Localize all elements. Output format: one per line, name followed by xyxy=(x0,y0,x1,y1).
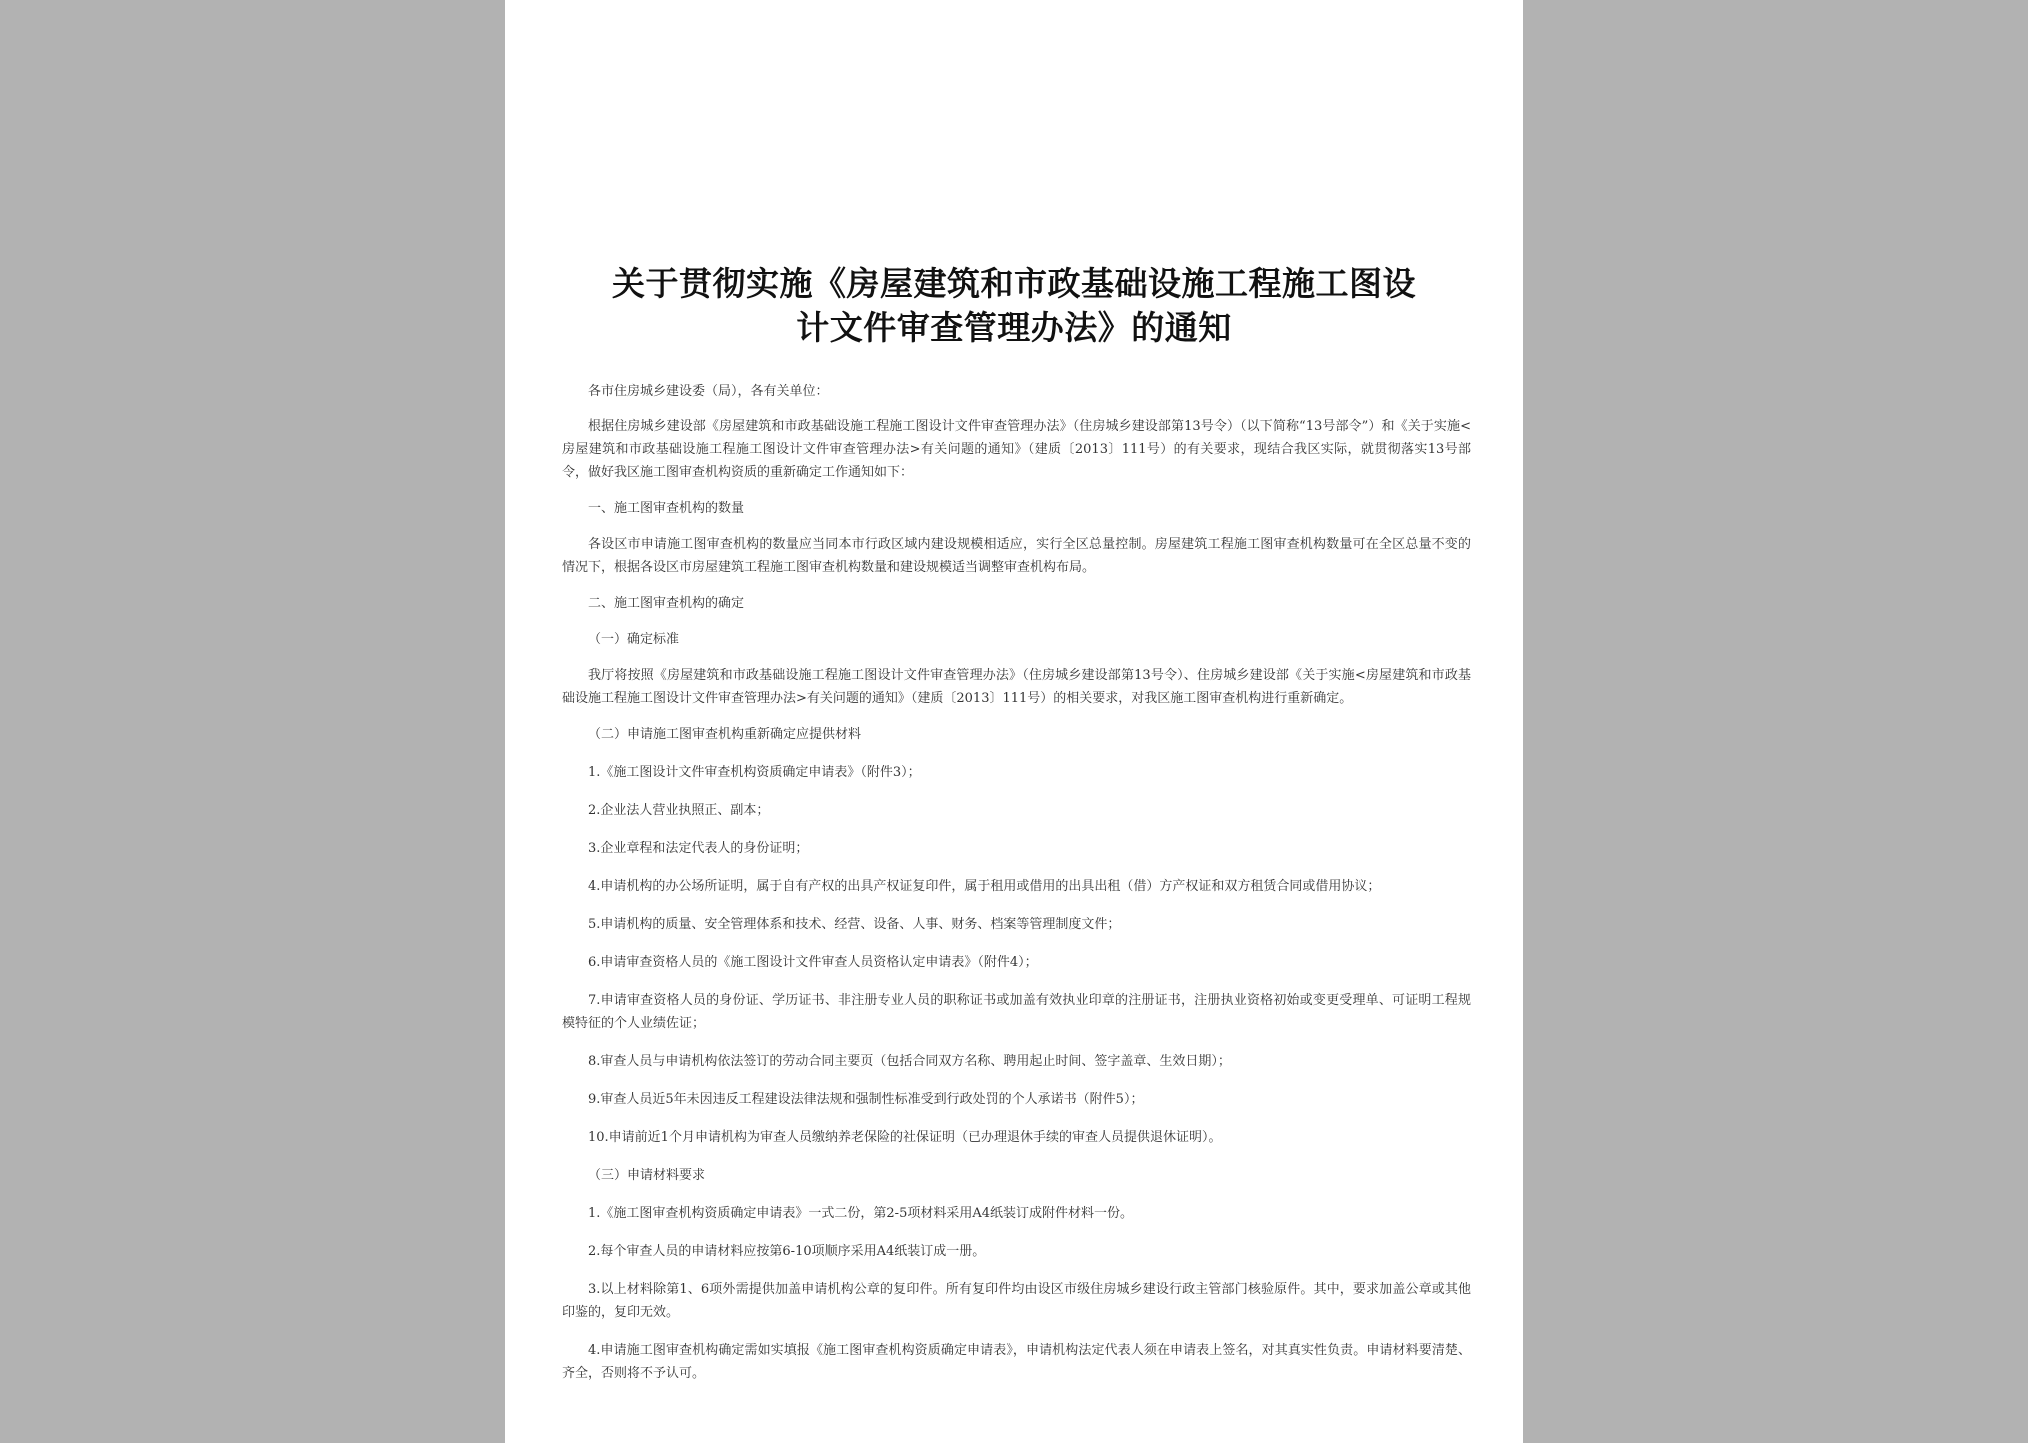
list-item: 8.审查人员与申请机构依法签订的劳动合同主要页（包括合同双方名称、聘用起止时间、签字盖章、生效日期）； xyxy=(588,1054,1231,1069)
subsection-heading-3: （三）申请材料要求 xyxy=(588,1168,706,1183)
document-title xyxy=(565,262,1463,350)
salutation: 各市住房城乡建设委（局），各有关单位： xyxy=(588,384,829,399)
title-line-1: 关于贯彻实施《房屋建筑和市政基础设施工程施工图设 xyxy=(612,264,1416,303)
list-item: 3.企业章程和法定代表人的身份证明； xyxy=(588,841,809,856)
title-line-2: 计文件审查管理办法》的通知 xyxy=(796,308,1232,347)
list-item: 2.每个审查人员的申请材料应按第6-10项顺序采用A4纸装订成一册。 xyxy=(588,1244,986,1259)
document-page xyxy=(505,0,1523,1443)
list-item: 1.《施工图审查机构资质确定申请表》一式二份，第2-5项材料采用A4纸装订成附件材料一份。 xyxy=(588,1206,1133,1221)
subsection-heading-1: （一）确定标准 xyxy=(588,632,680,647)
list-item: 3.以上材料除第1、6项外需提供加盖申请机构公章的复印件。所有复印件均由设区市级住房城乡建设行政主管部门核验原件。其中，要求加盖公章或其他印鉴的，复印无效。 xyxy=(562,1282,1471,1320)
document-body xyxy=(562,380,1471,1385)
list-item: 4.申请施工图审查机构确定需如实填报《施工图审查机构资质确定申请表》，申请机构法定代表人须在申请表上签名，对其真实性负责。申请材料要清楚、齐全，否则将不予认可。 xyxy=(562,1343,1471,1381)
list-item: 6.申请审查资格人员的《施工图设计文件审查人员资格认定申请表》（附件4）； xyxy=(588,955,1038,970)
paragraph-intro: 根据住房城乡建设部《房屋建筑和市政基础设施工程施工图设计文件审查管理办法》（住房城乡建设部第13号令）（以下简称“13号部令”）和《关于实施<房屋建筑和市政基础设施工程施工图设计文件审查管理办法>有关问题的通知》（建质〔2013〕111号）的有关要求，现结合我区实际，就贯彻落实13号部令，做好我区施工图审查机构资质的重新确定工作通知如下： xyxy=(562,419,1471,480)
list-item: 10.申请前近1个月申请机构为审查人员缴纳养老保险的社保证明（已办理退休手续的审查人员提供退休证明）。 xyxy=(588,1130,1222,1145)
list-item: 4.申请机构的办公场所证明，属于自有产权的出具产权证复印件，属于租用或借用的出具出租（借）方产权证和双方租赁合同或借用协议； xyxy=(588,879,1381,894)
paragraph-standard: 我厅将按照《房屋建筑和市政基础设施工程施工图设计文件审查管理办法》（住房城乡建设部第13号令）、住房城乡建设部《关于实施<房屋建筑和市政基础设施工程施工图设计文件审查管理办法>有关问题的通知》（建质〔2013〕111号）的相关要求，对我区施工图审查机构进行重新确定。 xyxy=(562,668,1471,706)
list-item: 7.申请审查资格人员的身份证、学历证书、非注册专业人员的职称证书或加盖有效执业印章的注册证书，注册执业资格初始或变更受理单、可证明工程规模特征的个人业绩佐证； xyxy=(562,993,1471,1031)
list-item: 2.企业法人营业执照正、副本； xyxy=(588,803,770,818)
list-item: 1.《施工图设计文件审查机构资质确定申请表》（附件3）； xyxy=(588,765,921,780)
list-item: 5.申请机构的质量、安全管理体系和技术、经营、设备、人事、财务、档案等管理制度文件； xyxy=(588,917,1121,932)
list-item: 9.审查人员近5年未因违反工程建设法律法规和强制性标准受到行政处罚的个人承诺书（附件5）； xyxy=(588,1092,1144,1107)
subsection-heading-2: （二）申请施工图审查机构重新确定应提供材料 xyxy=(588,727,862,742)
section-heading-2: 二、施工图审查机构的确定 xyxy=(588,596,745,611)
section-heading-1: 一、施工图审查机构的数量 xyxy=(588,501,745,516)
paragraph-quantity: 各设区市申请施工图审查机构的数量应当同本市行政区域内建设规模相适应，实行全区总量控制。房屋建筑工程施工图审查机构数量可在全区总量不变的情况下，根据各设区市房屋建筑工程施工图审查机构数量和建设规模适当调整审查机构布局。 xyxy=(562,537,1471,575)
